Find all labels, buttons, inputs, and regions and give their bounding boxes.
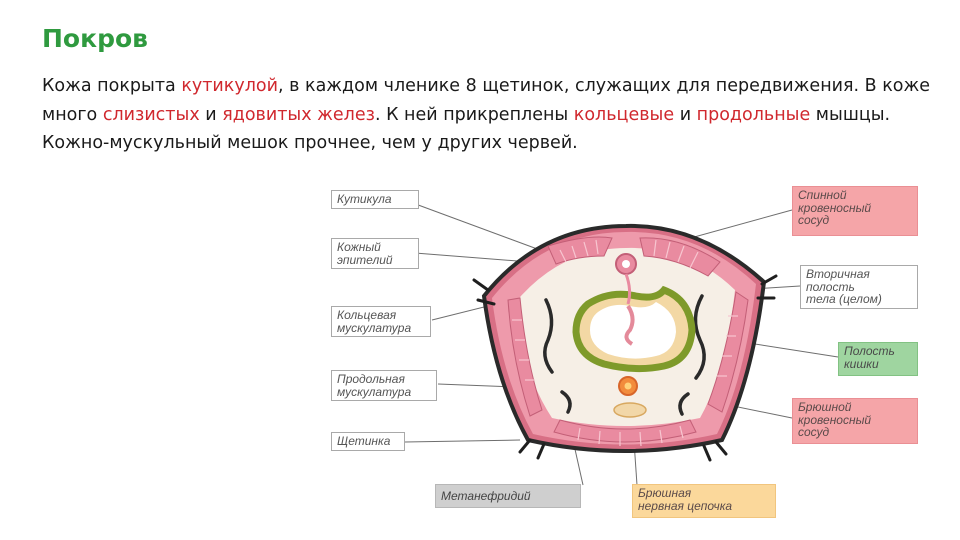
- seta: [716, 442, 726, 454]
- highlighted-term: ядовитых желез: [222, 104, 375, 125]
- label-line: Кольцевая: [337, 308, 397, 322]
- label-line: нервная цепочка: [638, 498, 733, 513]
- label-seta: [331, 432, 405, 451]
- label-line: мускулатура: [337, 384, 412, 399]
- label-line: Брюшной: [798, 400, 852, 414]
- label-line: кровеносный: [798, 412, 872, 427]
- intestine: [576, 290, 692, 369]
- seta: [474, 280, 488, 290]
- label-longitudinal-muscle: [331, 370, 437, 401]
- paragraph-text: мышцы. Кожно-мускульный мешок прочнее, чем у других червей.: [42, 104, 891, 153]
- label-line: Метанефридий: [441, 489, 531, 503]
- label-line: Кутикула: [337, 192, 392, 206]
- label-line: Щетинка: [337, 434, 391, 448]
- ventral-nerve-cord: [614, 403, 646, 417]
- paragraph-text: и: [674, 104, 697, 125]
- label-coelom: [800, 265, 918, 309]
- label-line: Продольная: [337, 372, 405, 386]
- label-metanephridium: [435, 484, 581, 508]
- label-line: тела (целом): [806, 292, 882, 306]
- label-gut-cavity: [838, 342, 918, 376]
- label-cuticle: [331, 190, 419, 209]
- highlighted-term: кутикулой: [181, 76, 278, 96]
- label-skin-epithelium: [331, 238, 419, 269]
- seta: [520, 440, 530, 452]
- paragraph-text: и: [199, 104, 223, 125]
- seta: [538, 444, 544, 458]
- paragraph-text: . К ней прикреплены: [374, 104, 574, 125]
- label-line: полость: [806, 279, 855, 294]
- paragraph-text: Кожа покрыта: [42, 76, 182, 96]
- label-line: Кожный: [337, 240, 381, 254]
- label-line: эпителий: [337, 252, 393, 267]
- highlighted-term: продольные: [696, 104, 811, 125]
- highlighted-term: слизистых: [102, 104, 200, 125]
- label-dorsal-vessel: [792, 186, 918, 236]
- ventral-blood-vessel: [619, 377, 637, 395]
- label-line: Спинной: [798, 188, 847, 202]
- label-ventral-vessel: [792, 398, 918, 444]
- label-line: сосуд: [798, 213, 830, 227]
- paragraph-text: , в каждом членике 8 щетинок, служащих для передвижения. В коже много: [42, 76, 931, 125]
- label-line: кишки: [844, 356, 879, 371]
- seta: [704, 446, 710, 460]
- highlighted-term: кольцевые: [573, 104, 675, 125]
- label-circular-muscle: [331, 306, 431, 337]
- gut-cavity: [590, 302, 676, 359]
- label-line: Брюшная: [638, 486, 692, 500]
- label-line: сосуд: [798, 425, 830, 439]
- label-line: мускулатура: [337, 320, 412, 335]
- label-line: кровеносный: [798, 200, 872, 215]
- label-line: Полость: [844, 344, 895, 358]
- slide-title: Покров: [42, 24, 148, 53]
- label-line: Вторичная: [806, 267, 870, 281]
- label-ventral-nerve-cord: [632, 484, 776, 518]
